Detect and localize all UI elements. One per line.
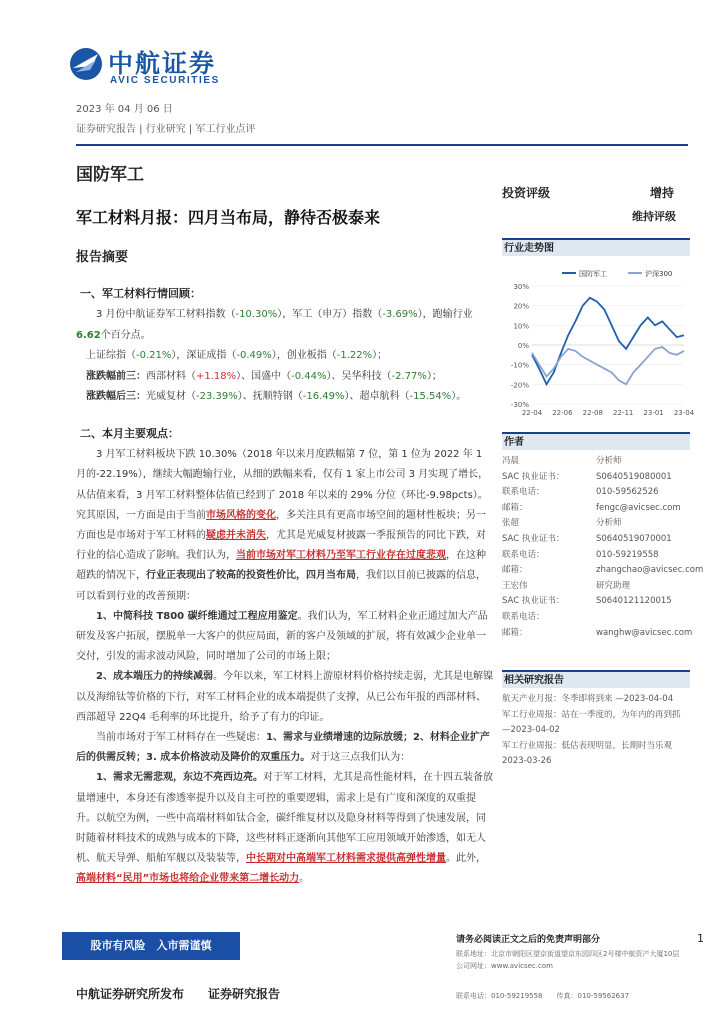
x-tick-label: 22-11 bbox=[613, 409, 634, 417]
series-line-hs300 bbox=[532, 347, 684, 384]
author-row bbox=[502, 454, 688, 470]
y-tick-label: 30% bbox=[513, 283, 529, 291]
bottom3-line: 涨跌幅后三：光威复材（-23.39%）、抚顺特钢（-16.49%）、超卓航科（-15.54%）。 bbox=[86, 391, 467, 403]
rating-sub: 维持评级 bbox=[632, 210, 676, 223]
author-field-label: SAC 执业证书： bbox=[502, 596, 565, 607]
related-report[interactable]: 航天产业月报：冬季即将到来 —2023-04-04 bbox=[502, 694, 674, 704]
author-field-value: S0640519070001 bbox=[596, 533, 672, 544]
section2-heading: 二、本月主要观点： bbox=[80, 427, 179, 440]
abstract-label: 报告摘要 bbox=[76, 250, 129, 265]
authors-list bbox=[502, 454, 704, 641]
chart-heading: 行业走势图 bbox=[502, 238, 690, 256]
author-field-value[interactable]: zhangchao@avicsec.com bbox=[596, 565, 704, 576]
author-field-label: 邮箱： bbox=[502, 502, 528, 513]
views-paragraph-1: 3 月军工材料板块下跌 10.30%（2018 年以来月度跌幅第 7 位，第 1 位为 2022 年 1 月的-22.19%），继续大幅跑输行业，从细的跌幅来看，仅有 1 家上市公司 3 月实现了增长，从估值来看，3 月军工材料整体估值已经到了 2018 年以来的 29% 分位（环比-9.98pcts）。究其原因，一方面是由于当前市场风格的变化，多关注具有更高市场空间的题材性板块；另一方面也是市场对于军工材料的疑虑并未消失，尤其是光威复材披露一季报预告的同比下跌，对行业的信心造成了影响。我们认为，当前市场对军工材料乃至军工行业存在过度悲观，在这种超跌的情况下，行业正表现出了较高的投资性价比，四月当布局，我们以目前已披露的信息，可以看到行业的改善预期： bbox=[76, 449, 489, 602]
related-list bbox=[502, 692, 690, 770]
rating-value: 增持 bbox=[650, 186, 675, 200]
x-tick-label: 22-06 bbox=[552, 409, 573, 417]
section-market-review: 一、军工材料行情回顾： 3 月份中航证券军工材料指数（-10.30%），军工（申万）指数（-3.69%），跑输行业6.62个百分点。 上证综指（-0.21%），深证成指（-0.49%），创业板指（-1.22%）； 涨跌幅前三：西部材料（+1.18%）、国盛中（-0.44%）、吴华科技（-2.77%）； 涨跌幅后三：光威复材（-23.39%）、抚顺特钢（-16.49%）、超卓航科（-15.54%）。 bbox=[76, 284, 494, 407]
avic-logo-icon bbox=[68, 46, 104, 82]
military-index-change: -3.69% bbox=[382, 309, 418, 321]
author-field-value: 010-59562526 bbox=[596, 487, 659, 498]
y-tick-label: -20% bbox=[510, 381, 529, 390]
related-heading: 相关研究报告 bbox=[502, 670, 690, 688]
header-divider bbox=[76, 144, 688, 146]
section-main-views bbox=[76, 424, 494, 890]
y-tick-label: 10% bbox=[513, 322, 529, 331]
author-field-label: 邮箱： bbox=[502, 627, 528, 638]
author-row bbox=[502, 594, 688, 610]
contact-phone: 联系电话：010-59219558 传真：010-59562637 bbox=[456, 992, 630, 1000]
y-tick-label: -10% bbox=[510, 361, 529, 370]
author-field-value: 分析师 bbox=[596, 456, 622, 466]
y-tick-label: -30% bbox=[510, 401, 529, 409]
contact-website[interactable]: 公司网址：www.avicsec.com bbox=[456, 962, 553, 970]
views-paragraph-3: 2、成本端压力的持续减弱。今年以来，军工材料上游原材料价格持续走弱，尤其是电解镍以及海绵钛等价格的下行，对军工材料企业的成本端提供了支撑，从已公布年报的西部材料、西部超导 22Q4 毛利率的环比提升，给予了有力的印证。 bbox=[76, 671, 493, 723]
author-field-label: 邮箱： bbox=[502, 565, 528, 576]
author-field-label: SAC 执业证书： bbox=[502, 471, 565, 482]
author-field-value: S0640121120015 bbox=[596, 596, 672, 607]
author-field-label: 联系电话： bbox=[502, 487, 545, 498]
author-field-value: S0640519080001 bbox=[596, 471, 672, 482]
author-row bbox=[502, 501, 688, 517]
author-row bbox=[502, 516, 688, 532]
author-field-label: 联系电话： bbox=[502, 549, 545, 560]
legend-label: 国防军工 bbox=[579, 270, 607, 278]
author-field-value: 研究助理 bbox=[596, 580, 631, 591]
x-tick-label: 22-08 bbox=[582, 409, 603, 417]
author-row bbox=[502, 532, 688, 548]
disclaimer-note: 请务必阅读正文之后的免责声明部分 bbox=[456, 935, 601, 945]
logo-english: AVIC SECURITIES bbox=[110, 75, 220, 86]
report-date: 2023 年 04 月 06 日 bbox=[76, 104, 173, 115]
sector-title: 国防军工 bbox=[76, 165, 144, 185]
author-row bbox=[502, 548, 688, 564]
author-field-value: 分析师 bbox=[596, 518, 622, 529]
materials-index-change: -10.30% bbox=[235, 309, 278, 321]
author-row bbox=[502, 563, 704, 579]
author-field-label: 张超 bbox=[502, 518, 520, 529]
author-field-value: 010-59219558 bbox=[596, 549, 659, 560]
x-tick-label: 23-01 bbox=[643, 409, 664, 417]
top3-line: 涨跌幅前三：西部材料（+1.18%）、国盛中（-0.44%）、吴华科技（-2.77%）； bbox=[86, 370, 442, 382]
related-report[interactable]: 军工行业周报：站在一季度的，为年内的再到抓 —2023-04-02 bbox=[502, 709, 681, 736]
views-paragraph-5: 1、需求无需悲观，东边不亮西边亮。对于军工材料，尤其是高性能材料，在十四五装备放量增速中，本身还有渗透率提升以及自主可控的重要逻辑，需求上是有广度和深度的双重提升。以航空为例，一些中高端材料如钛合金，碳纤维复材以及隐身材料等得到了快速发展，同时随着材料技术的成熟与成本的下降，这些材料正逐渐向其他军工应用领域开始渗透，如无人机、航天导弹、船舶军舰以及装装等，中长期对中高端军工材料需求提供高弹性增量。此外，高端材料“民用”市场也将给企业带来第二增长动力。 bbox=[76, 772, 493, 885]
y-tick-label: 20% bbox=[513, 302, 529, 311]
report-title: 军工材料月报：四月当布局，静待否极泰来 bbox=[76, 208, 381, 227]
related-report[interactable]: 军工行业周报：低估表现明显，长期时当乐观 2023-03-26 bbox=[502, 740, 673, 767]
legend-label: 沪深300 bbox=[645, 270, 673, 278]
y-tick-label: 0% bbox=[517, 342, 529, 350]
logo-chinese: 中航证券 bbox=[108, 49, 217, 78]
author-field-label: 冯晨 bbox=[502, 456, 520, 466]
x-tick-label: 22-04 bbox=[521, 409, 543, 417]
author-row bbox=[502, 579, 688, 595]
industry-trend-chart bbox=[502, 262, 695, 422]
views-paragraph-4: 当前市场对于军工材料存在一些疑虑：1、需求与业绩增速的边际放缓；2、材料企业扩产后的供需反转；3. 成本价格波动及降价的双重压力。对于这三点我们认为： bbox=[76, 732, 490, 764]
author-field-value[interactable]: fengc@avicsec.com bbox=[596, 502, 681, 513]
author-field-value[interactable]: wanghw@avicsec.com bbox=[596, 627, 693, 638]
author-row bbox=[502, 485, 688, 501]
authors-heading: 作者 bbox=[502, 432, 690, 450]
author-field-label: 王宏伟 bbox=[502, 580, 528, 591]
author-field-label: 联系电话： bbox=[502, 611, 545, 622]
rating-label: 投资评级 bbox=[502, 186, 551, 200]
report-type: 证券研究报告 | 行业研究 | 军工行业点评 bbox=[76, 124, 256, 135]
broad-index-line: 上证综指（-0.21%），深证成指（-0.49%），创业板指（-1.22%）； bbox=[86, 350, 388, 362]
author-row bbox=[502, 626, 693, 642]
contact-address: 联系地址：北京市朝阳区望京街道望京东园四区2号楼中航资产大厦10层 bbox=[456, 950, 680, 958]
author-row bbox=[502, 470, 688, 486]
author-field-label: SAC 执业证书： bbox=[502, 533, 565, 544]
views-paragraph-2: 1、中简科技 T800 碳纤维通过工程应用鉴定。我们认为，军工材料企业正通过加大产品研发及客户拓展，摆脱单一大客户的供应局面，新的客户及领域的扩展，将有效减少企业单一交付，引发的需求波动风险，同时增加了公司的市场上限； bbox=[76, 610, 488, 663]
author-row bbox=[502, 610, 688, 626]
section1-heading: 一、军工材料行情回顾： bbox=[80, 287, 201, 300]
publisher-footer: 中航证券研究所发布 证券研究报告 bbox=[76, 987, 281, 1001]
page-number: 1 bbox=[697, 932, 704, 945]
risk-warning-banner: 股市有风险 入市需谨慎 bbox=[62, 932, 240, 960]
x-tick-label: 23-04 bbox=[673, 409, 695, 417]
underperform-points: 6.62 bbox=[76, 329, 101, 341]
